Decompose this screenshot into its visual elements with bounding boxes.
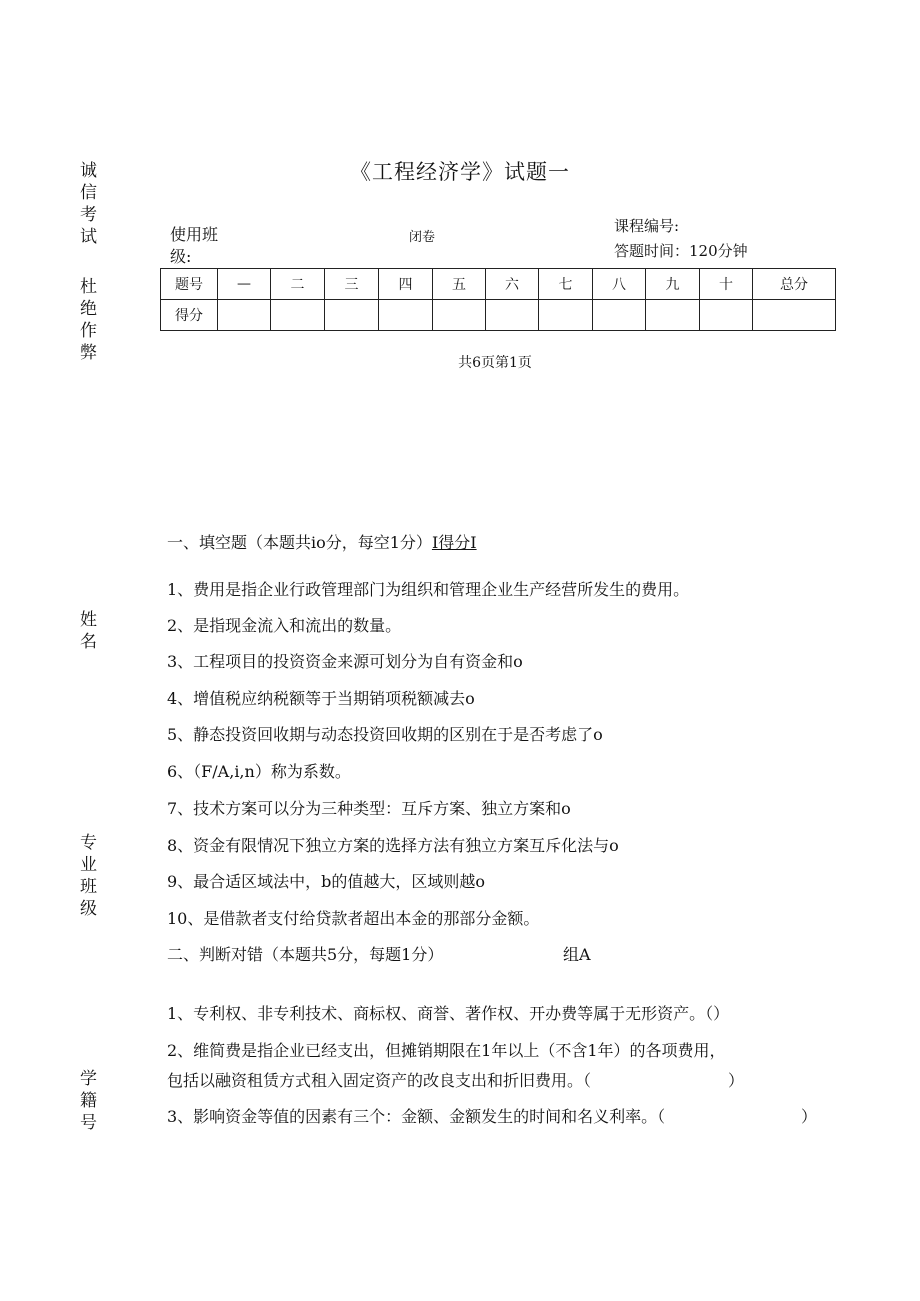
true-false-item-3: 3、影响资金等值的因素有三个：金额、金额发生的时间和名义利率。（ <box>167 1107 666 1126</box>
margin-char: 级 <box>80 899 97 919</box>
page-number: 共6页第1页 <box>458 355 532 371</box>
section1-heading <box>167 533 477 553</box>
margin-char: 名 <box>80 632 97 652</box>
true-false-item-2-line2: 包括以融资租赁方式租入固定资产的改良支出和折旧费用。（ <box>167 1071 592 1090</box>
section1-heading-text: 一、填空题（本题共io分，每空1分） <box>167 533 432 552</box>
margin-char: 信 <box>80 183 97 203</box>
section2-group-label: 组A <box>563 945 591 964</box>
fill-blank-item-4: 4、增值税应纳税额等于当期销项税额减去o <box>167 689 475 708</box>
course-code-label: 课程编号: <box>614 217 680 235</box>
margin-char: 号 <box>80 1113 97 1133</box>
margin-char: 业 <box>80 855 97 875</box>
score-row-label: 得分 <box>161 300 218 331</box>
score-cell[interactable] <box>433 300 486 331</box>
margin-char: 学 <box>80 1069 97 1089</box>
fill-blank-item-8: 8、资金有限情况下独立方案的选择方法有独立方案互斥化法与o <box>167 836 619 855</box>
fill-blank-item-1: 1、费用是指企业行政管理部门为组织和管理企业生产经营所发生的费用。 <box>167 580 690 599</box>
section2-heading: 二、判断对错（本题共5分，每题1分） <box>167 945 444 964</box>
margin-char: 考 <box>80 205 97 225</box>
fill-blank-item-2: 2、是指现金流入和流出的数量。 <box>167 616 402 635</box>
margin-char: 班 <box>80 877 97 897</box>
fill-blank-item-3: 3、工程项目的投资资金来源可划分为自有资金和o <box>167 652 523 671</box>
question-col: 六 <box>486 269 539 300</box>
margin-char: 试 <box>80 227 97 247</box>
question-col: 五 <box>433 269 486 300</box>
margin-char: 姓 <box>80 610 97 630</box>
score-table-score-row <box>161 300 836 331</box>
true-false-item-1: 1、专利权、非专利技术、商标权、商誉、著作权、开办费等属于无形资产。（） <box>167 1004 730 1023</box>
question-col: 四 <box>379 269 433 300</box>
fill-blank-item-5: 5、静态投资回收期与动态投资回收期的区别在于是否考虑了o <box>167 725 603 744</box>
true-false-item-3-close-paren: ） <box>801 1107 818 1126</box>
total-score-header: 总分 <box>753 269 836 300</box>
margin-char: 弊 <box>80 343 97 363</box>
fill-blank-item-7: 7、技术方案可以分为三种类型：互斥方案、独立方案和o <box>167 799 571 818</box>
margin-char: 诚 <box>80 161 97 181</box>
question-col: 九 <box>646 269 700 300</box>
score-cell[interactable] <box>379 300 433 331</box>
margin-char: 专 <box>80 833 97 853</box>
margin-char: 杜 <box>80 277 97 297</box>
score-cell[interactable] <box>593 300 646 331</box>
question-col: 二 <box>271 269 325 300</box>
question-col: 十 <box>700 269 753 300</box>
class-label-line2: 级: <box>170 247 192 266</box>
question-col: 八 <box>593 269 646 300</box>
score-cell[interactable] <box>700 300 753 331</box>
class-label-line1: 使用班 <box>170 225 219 244</box>
question-col: — <box>218 269 271 300</box>
class-label <box>170 224 218 268</box>
score-cell[interactable] <box>486 300 539 331</box>
true-false-item-2-line1: 2、维简费是指企业已经支出，但摊销期限在1年以上（不含1年）的各项费用， <box>167 1041 726 1060</box>
score-cell[interactable] <box>539 300 593 331</box>
margin-major-class-field <box>80 832 97 920</box>
exam-title: 《工程经济学》试题一 <box>350 160 570 184</box>
margin-char: 作 <box>80 321 97 341</box>
score-cell[interactable] <box>271 300 325 331</box>
score-table-header-row <box>161 269 836 300</box>
score-cell[interactable] <box>325 300 379 331</box>
margin-student-id-field <box>80 1068 97 1134</box>
closed-book-label: 闭卷 <box>409 230 436 245</box>
margin-name-field <box>80 609 97 653</box>
margin-no-cheating <box>80 276 97 364</box>
exam-time-label: 答题时间：120分钟 <box>614 242 748 260</box>
true-false-item-2-close-paren: ） <box>728 1071 745 1090</box>
section1-score-box: I得分I <box>431 533 477 552</box>
margin-char: 籍 <box>80 1091 97 1111</box>
score-cell[interactable] <box>218 300 271 331</box>
score-cell[interactable] <box>646 300 700 331</box>
fill-blank-item-6: 6、（F/A,i,n）称为系数。 <box>167 762 351 781</box>
total-score-cell[interactable] <box>753 300 836 331</box>
question-col: 七 <box>539 269 593 300</box>
margin-char: 绝 <box>80 299 97 319</box>
score-table <box>160 268 836 331</box>
fill-blank-item-10: 10、是借款者支付给贷款者超出本金的那部分金额。 <box>167 909 540 928</box>
question-col: 三 <box>325 269 379 300</box>
question-number-header: 题号 <box>161 269 218 300</box>
fill-blank-item-9: 9、最合适区域法中，b的值越大，区域则越o <box>167 872 486 891</box>
